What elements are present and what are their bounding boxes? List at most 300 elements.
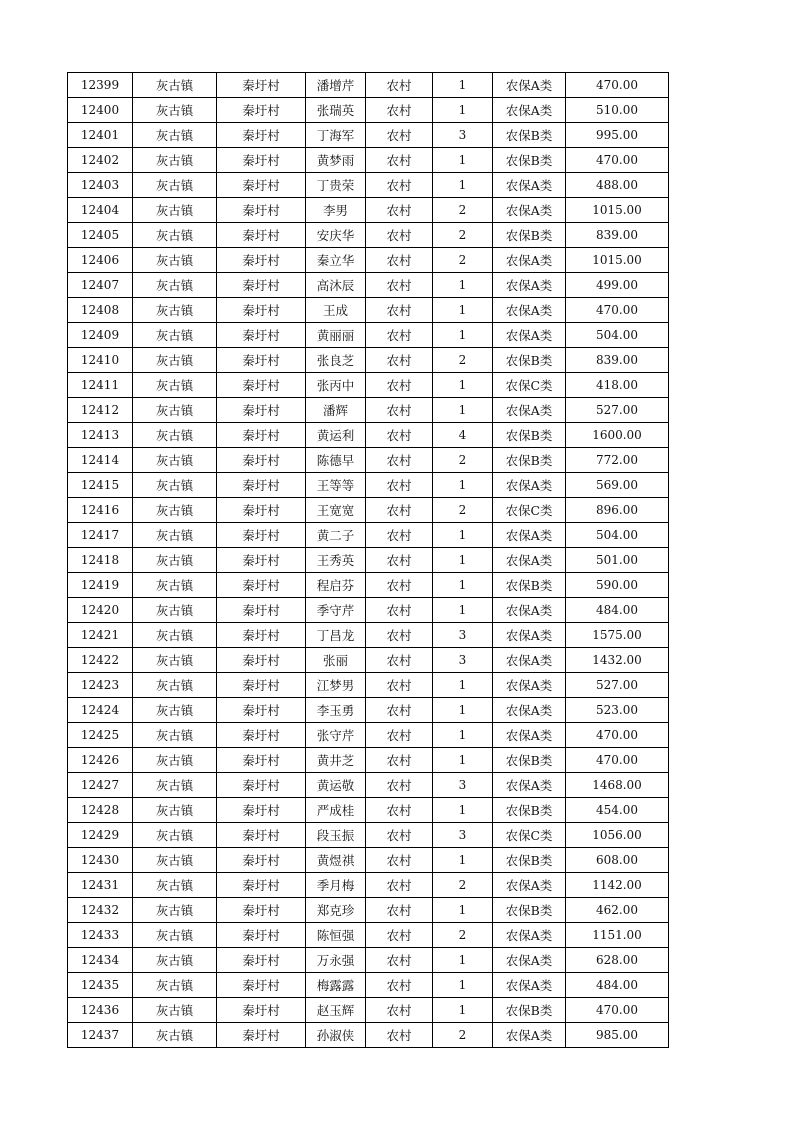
cell-type: 农村 [366, 173, 433, 198]
cell-name: 李玉勇 [306, 698, 366, 723]
cell-amount: 523.00 [566, 698, 669, 723]
cell-category: 农保B类 [493, 898, 566, 923]
table-row [68, 398, 669, 423]
cell-category: 农保A类 [493, 973, 566, 998]
cell-type: 农村 [366, 123, 433, 148]
cell-category: 农保A类 [493, 723, 566, 748]
table-row [68, 923, 669, 948]
cell-id: 12413 [68, 423, 133, 448]
cell-village: 秦圩村 [217, 673, 306, 698]
cell-amount: 527.00 [566, 398, 669, 423]
cell-household-size: 3 [433, 123, 493, 148]
cell-household-size: 1 [433, 173, 493, 198]
cell-id: 12429 [68, 823, 133, 848]
cell-id: 12427 [68, 773, 133, 798]
cell-household-size: 3 [433, 773, 493, 798]
cell-village: 秦圩村 [217, 248, 306, 273]
cell-category: 农保A类 [493, 523, 566, 548]
table-row [68, 173, 669, 198]
cell-id: 12410 [68, 348, 133, 373]
cell-category: 农保A类 [493, 198, 566, 223]
cell-id: 12414 [68, 448, 133, 473]
cell-category: 农保B类 [493, 798, 566, 823]
cell-amount: 501.00 [566, 548, 669, 573]
cell-village: 秦圩村 [217, 648, 306, 673]
cell-name: 潘增芹 [306, 73, 366, 98]
table-row [68, 1023, 669, 1048]
cell-household-size: 1 [433, 973, 493, 998]
cell-type: 农村 [366, 973, 433, 998]
cell-id: 12421 [68, 623, 133, 648]
cell-type: 农村 [366, 373, 433, 398]
table-row [68, 348, 669, 373]
cell-category: 农保A类 [493, 948, 566, 973]
cell-type: 农村 [366, 98, 433, 123]
cell-type: 农村 [366, 798, 433, 823]
cell-type: 农村 [366, 573, 433, 598]
cell-type: 农村 [366, 748, 433, 773]
cell-name: 赵玉辉 [306, 998, 366, 1023]
cell-category: 农保A类 [493, 623, 566, 648]
cell-name: 郑克珍 [306, 898, 366, 923]
cell-category: 农保B类 [493, 848, 566, 873]
cell-amount: 527.00 [566, 673, 669, 698]
table-row [68, 448, 669, 473]
cell-name: 张瑞英 [306, 98, 366, 123]
cell-household-size: 1 [433, 598, 493, 623]
cell-name: 王等等 [306, 473, 366, 498]
cell-id: 12436 [68, 998, 133, 1023]
cell-id: 12399 [68, 73, 133, 98]
cell-name: 张丽 [306, 648, 366, 673]
cell-category: 农保A类 [493, 73, 566, 98]
cell-town: 灰古镇 [133, 323, 217, 348]
table-row [68, 873, 669, 898]
cell-town: 灰古镇 [133, 73, 217, 98]
cell-household-size: 3 [433, 648, 493, 673]
cell-id: 12417 [68, 523, 133, 548]
cell-type: 农村 [366, 323, 433, 348]
cell-type: 农村 [366, 773, 433, 798]
relief-recipients-table [67, 72, 669, 1048]
cell-type: 农村 [366, 498, 433, 523]
cell-type: 农村 [366, 148, 433, 173]
cell-town: 灰古镇 [133, 123, 217, 148]
cell-category: 农保A类 [493, 923, 566, 948]
cell-id: 12409 [68, 323, 133, 348]
cell-amount: 1432.00 [566, 648, 669, 673]
table-row [68, 148, 669, 173]
cell-town: 灰古镇 [133, 348, 217, 373]
cell-type: 农村 [366, 223, 433, 248]
table-row [68, 73, 669, 98]
cell-type: 农村 [366, 823, 433, 848]
cell-category: 农保C类 [493, 498, 566, 523]
cell-household-size: 2 [433, 448, 493, 473]
cell-id: 12406 [68, 248, 133, 273]
cell-town: 灰古镇 [133, 448, 217, 473]
cell-amount: 470.00 [566, 73, 669, 98]
table-row [68, 848, 669, 873]
cell-id: 12418 [68, 548, 133, 573]
cell-town: 灰古镇 [133, 423, 217, 448]
cell-id: 12400 [68, 98, 133, 123]
cell-type: 农村 [366, 548, 433, 573]
cell-town: 灰古镇 [133, 173, 217, 198]
cell-category: 农保A类 [493, 1023, 566, 1048]
cell-amount: 454.00 [566, 798, 669, 823]
cell-town: 灰古镇 [133, 823, 217, 848]
cell-category: 农保A类 [493, 598, 566, 623]
cell-category: 农保A类 [493, 248, 566, 273]
cell-category: 农保A类 [493, 173, 566, 198]
cell-town: 灰古镇 [133, 848, 217, 873]
cell-id: 12404 [68, 198, 133, 223]
cell-name: 张丙中 [306, 373, 366, 398]
table-row [68, 898, 669, 923]
cell-name: 丁贵荣 [306, 173, 366, 198]
cell-name: 丁昌龙 [306, 623, 366, 648]
cell-town: 灰古镇 [133, 523, 217, 548]
cell-town: 灰古镇 [133, 748, 217, 773]
cell-name: 丁海军 [306, 123, 366, 148]
cell-category: 农保A类 [493, 648, 566, 673]
cell-town: 灰古镇 [133, 148, 217, 173]
cell-town: 灰古镇 [133, 673, 217, 698]
cell-village: 秦圩村 [217, 498, 306, 523]
cell-town: 灰古镇 [133, 498, 217, 523]
cell-id: 12426 [68, 748, 133, 773]
cell-category: 农保A类 [493, 873, 566, 898]
cell-name: 黄井芝 [306, 748, 366, 773]
cell-town: 灰古镇 [133, 198, 217, 223]
cell-amount: 510.00 [566, 98, 669, 123]
cell-id: 12428 [68, 798, 133, 823]
cell-amount: 1575.00 [566, 623, 669, 648]
cell-id: 12420 [68, 598, 133, 623]
cell-household-size: 1 [433, 748, 493, 773]
cell-id: 12431 [68, 873, 133, 898]
cell-name: 潘辉 [306, 398, 366, 423]
cell-village: 秦圩村 [217, 198, 306, 223]
table-row [68, 748, 669, 773]
cell-type: 农村 [366, 248, 433, 273]
table-row [68, 773, 669, 798]
table-row [68, 198, 669, 223]
cell-amount: 484.00 [566, 598, 669, 623]
cell-household-size: 2 [433, 873, 493, 898]
cell-village: 秦圩村 [217, 223, 306, 248]
cell-type: 农村 [366, 198, 433, 223]
table-row [68, 648, 669, 673]
cell-amount: 628.00 [566, 948, 669, 973]
cell-name: 陈德早 [306, 448, 366, 473]
cell-household-size: 1 [433, 273, 493, 298]
cell-name: 安庆华 [306, 223, 366, 248]
cell-village: 秦圩村 [217, 448, 306, 473]
cell-amount: 1015.00 [566, 198, 669, 223]
cell-amount: 569.00 [566, 473, 669, 498]
cell-town: 灰古镇 [133, 1023, 217, 1048]
cell-household-size: 2 [433, 223, 493, 248]
cell-village: 秦圩村 [217, 348, 306, 373]
cell-name: 黄煜祺 [306, 848, 366, 873]
cell-household-size: 1 [433, 998, 493, 1023]
table-row [68, 273, 669, 298]
cell-household-size: 1 [433, 73, 493, 98]
cell-village: 秦圩村 [217, 548, 306, 573]
cell-household-size: 1 [433, 798, 493, 823]
cell-amount: 504.00 [566, 523, 669, 548]
cell-name: 黄梦雨 [306, 148, 366, 173]
cell-village: 秦圩村 [217, 973, 306, 998]
cell-town: 灰古镇 [133, 298, 217, 323]
cell-village: 秦圩村 [217, 923, 306, 948]
cell-amount: 995.00 [566, 123, 669, 148]
cell-type: 农村 [366, 848, 433, 873]
cell-amount: 1015.00 [566, 248, 669, 273]
cell-household-size: 1 [433, 298, 493, 323]
table-row [68, 798, 669, 823]
cell-household-size: 4 [433, 423, 493, 448]
cell-category: 农保A类 [493, 398, 566, 423]
cell-type: 农村 [366, 698, 433, 723]
cell-category: 农保A类 [493, 273, 566, 298]
cell-amount: 504.00 [566, 323, 669, 348]
cell-category: 农保B类 [493, 148, 566, 173]
table-row [68, 723, 669, 748]
table-body [68, 73, 669, 1048]
cell-amount: 1468.00 [566, 773, 669, 798]
cell-id: 12435 [68, 973, 133, 998]
cell-id: 12401 [68, 123, 133, 148]
cell-town: 灰古镇 [133, 373, 217, 398]
table-row [68, 248, 669, 273]
cell-village: 秦圩村 [217, 373, 306, 398]
cell-id: 12405 [68, 223, 133, 248]
cell-village: 秦圩村 [217, 823, 306, 848]
cell-id: 12437 [68, 1023, 133, 1048]
cell-town: 灰古镇 [133, 98, 217, 123]
table-row [68, 948, 669, 973]
table-row [68, 498, 669, 523]
cell-amount: 462.00 [566, 898, 669, 923]
cell-category: 农保A类 [493, 698, 566, 723]
cell-household-size: 2 [433, 923, 493, 948]
cell-id: 12424 [68, 698, 133, 723]
cell-town: 灰古镇 [133, 623, 217, 648]
cell-village: 秦圩村 [217, 148, 306, 173]
cell-village: 秦圩村 [217, 573, 306, 598]
table-row [68, 473, 669, 498]
cell-type: 农村 [366, 448, 433, 473]
cell-category: 农保B类 [493, 448, 566, 473]
cell-type: 农村 [366, 423, 433, 448]
cell-amount: 499.00 [566, 273, 669, 298]
cell-name: 季守芹 [306, 598, 366, 623]
cell-household-size: 1 [433, 548, 493, 573]
cell-town: 灰古镇 [133, 873, 217, 898]
cell-town: 灰古镇 [133, 473, 217, 498]
cell-amount: 1151.00 [566, 923, 669, 948]
cell-id: 12407 [68, 273, 133, 298]
cell-village: 秦圩村 [217, 798, 306, 823]
cell-village: 秦圩村 [217, 323, 306, 348]
cell-village: 秦圩村 [217, 98, 306, 123]
cell-category: 农保B类 [493, 423, 566, 448]
cell-household-size: 1 [433, 898, 493, 923]
cell-type: 农村 [366, 1023, 433, 1048]
cell-id: 12415 [68, 473, 133, 498]
cell-amount: 608.00 [566, 848, 669, 873]
cell-town: 灰古镇 [133, 973, 217, 998]
cell-town: 灰古镇 [133, 273, 217, 298]
cell-town: 灰古镇 [133, 573, 217, 598]
cell-town: 灰古镇 [133, 248, 217, 273]
table-row [68, 523, 669, 548]
cell-town: 灰古镇 [133, 598, 217, 623]
cell-household-size: 1 [433, 98, 493, 123]
table-row [68, 823, 669, 848]
cell-village: 秦圩村 [217, 523, 306, 548]
cell-id: 12419 [68, 573, 133, 598]
cell-town: 灰古镇 [133, 773, 217, 798]
cell-village: 秦圩村 [217, 598, 306, 623]
cell-id: 12425 [68, 723, 133, 748]
cell-name: 秦立华 [306, 248, 366, 273]
cell-household-size: 1 [433, 373, 493, 398]
cell-household-size: 1 [433, 473, 493, 498]
cell-town: 灰古镇 [133, 223, 217, 248]
cell-category: 农保C类 [493, 823, 566, 848]
cell-name: 黄运利 [306, 423, 366, 448]
cell-village: 秦圩村 [217, 773, 306, 798]
cell-household-size: 1 [433, 398, 493, 423]
cell-village: 秦圩村 [217, 398, 306, 423]
cell-type: 农村 [366, 473, 433, 498]
cell-village: 秦圩村 [217, 123, 306, 148]
cell-id: 12408 [68, 298, 133, 323]
cell-id: 12430 [68, 848, 133, 873]
cell-amount: 896.00 [566, 498, 669, 523]
cell-name: 万永强 [306, 948, 366, 973]
cell-village: 秦圩村 [217, 473, 306, 498]
cell-village: 秦圩村 [217, 173, 306, 198]
cell-type: 农村 [366, 623, 433, 648]
cell-name: 孙淑侠 [306, 1023, 366, 1048]
cell-amount: 470.00 [566, 998, 669, 1023]
cell-household-size: 1 [433, 323, 493, 348]
cell-category: 农保B类 [493, 123, 566, 148]
cell-category: 农保A类 [493, 548, 566, 573]
cell-type: 农村 [366, 398, 433, 423]
table-row [68, 373, 669, 398]
cell-type: 农村 [366, 348, 433, 373]
cell-town: 灰古镇 [133, 648, 217, 673]
cell-village: 秦圩村 [217, 948, 306, 973]
cell-name: 黄二子 [306, 523, 366, 548]
cell-id: 12422 [68, 648, 133, 673]
cell-category: 农保A类 [493, 473, 566, 498]
cell-household-size: 2 [433, 248, 493, 273]
table-row [68, 423, 669, 448]
cell-village: 秦圩村 [217, 848, 306, 873]
cell-type: 农村 [366, 298, 433, 323]
cell-type: 农村 [366, 673, 433, 698]
cell-name: 高沐辰 [306, 273, 366, 298]
cell-name: 黄运敬 [306, 773, 366, 798]
cell-id: 12423 [68, 673, 133, 698]
cell-town: 灰古镇 [133, 998, 217, 1023]
cell-category: 农保A类 [493, 673, 566, 698]
cell-id: 12412 [68, 398, 133, 423]
cell-type: 农村 [366, 273, 433, 298]
cell-amount: 484.00 [566, 973, 669, 998]
cell-id: 12403 [68, 173, 133, 198]
cell-town: 灰古镇 [133, 798, 217, 823]
cell-type: 农村 [366, 648, 433, 673]
cell-type: 农村 [366, 923, 433, 948]
cell-amount: 470.00 [566, 298, 669, 323]
cell-household-size: 3 [433, 623, 493, 648]
cell-amount: 1056.00 [566, 823, 669, 848]
table-row [68, 123, 669, 148]
table-row [68, 223, 669, 248]
cell-village: 秦圩村 [217, 273, 306, 298]
cell-town: 灰古镇 [133, 948, 217, 973]
cell-type: 农村 [366, 898, 433, 923]
cell-household-size: 1 [433, 523, 493, 548]
cell-household-size: 1 [433, 948, 493, 973]
cell-village: 秦圩村 [217, 423, 306, 448]
cell-household-size: 1 [433, 673, 493, 698]
cell-category: 农保C类 [493, 373, 566, 398]
cell-amount: 470.00 [566, 148, 669, 173]
cell-town: 灰古镇 [133, 898, 217, 923]
cell-name: 季月梅 [306, 873, 366, 898]
cell-name: 严成桂 [306, 798, 366, 823]
cell-name: 江梦男 [306, 673, 366, 698]
cell-household-size: 1 [433, 848, 493, 873]
cell-household-size: 1 [433, 573, 493, 598]
cell-village: 秦圩村 [217, 898, 306, 923]
cell-household-size: 2 [433, 1023, 493, 1048]
cell-name: 王秀英 [306, 548, 366, 573]
cell-household-size: 1 [433, 698, 493, 723]
cell-town: 灰古镇 [133, 548, 217, 573]
cell-amount: 772.00 [566, 448, 669, 473]
table-row [68, 323, 669, 348]
cell-name: 梅露露 [306, 973, 366, 998]
cell-amount: 470.00 [566, 723, 669, 748]
cell-id: 12416 [68, 498, 133, 523]
cell-village: 秦圩村 [217, 698, 306, 723]
cell-name: 张良芝 [306, 348, 366, 373]
cell-category: 农保A类 [493, 98, 566, 123]
cell-town: 灰古镇 [133, 723, 217, 748]
cell-household-size: 3 [433, 823, 493, 848]
cell-amount: 1600.00 [566, 423, 669, 448]
cell-id: 12411 [68, 373, 133, 398]
cell-village: 秦圩村 [217, 298, 306, 323]
cell-name: 李男 [306, 198, 366, 223]
cell-village: 秦圩村 [217, 623, 306, 648]
cell-name: 黄丽丽 [306, 323, 366, 348]
cell-type: 农村 [366, 523, 433, 548]
cell-amount: 839.00 [566, 348, 669, 373]
cell-village: 秦圩村 [217, 1023, 306, 1048]
cell-household-size: 2 [433, 198, 493, 223]
